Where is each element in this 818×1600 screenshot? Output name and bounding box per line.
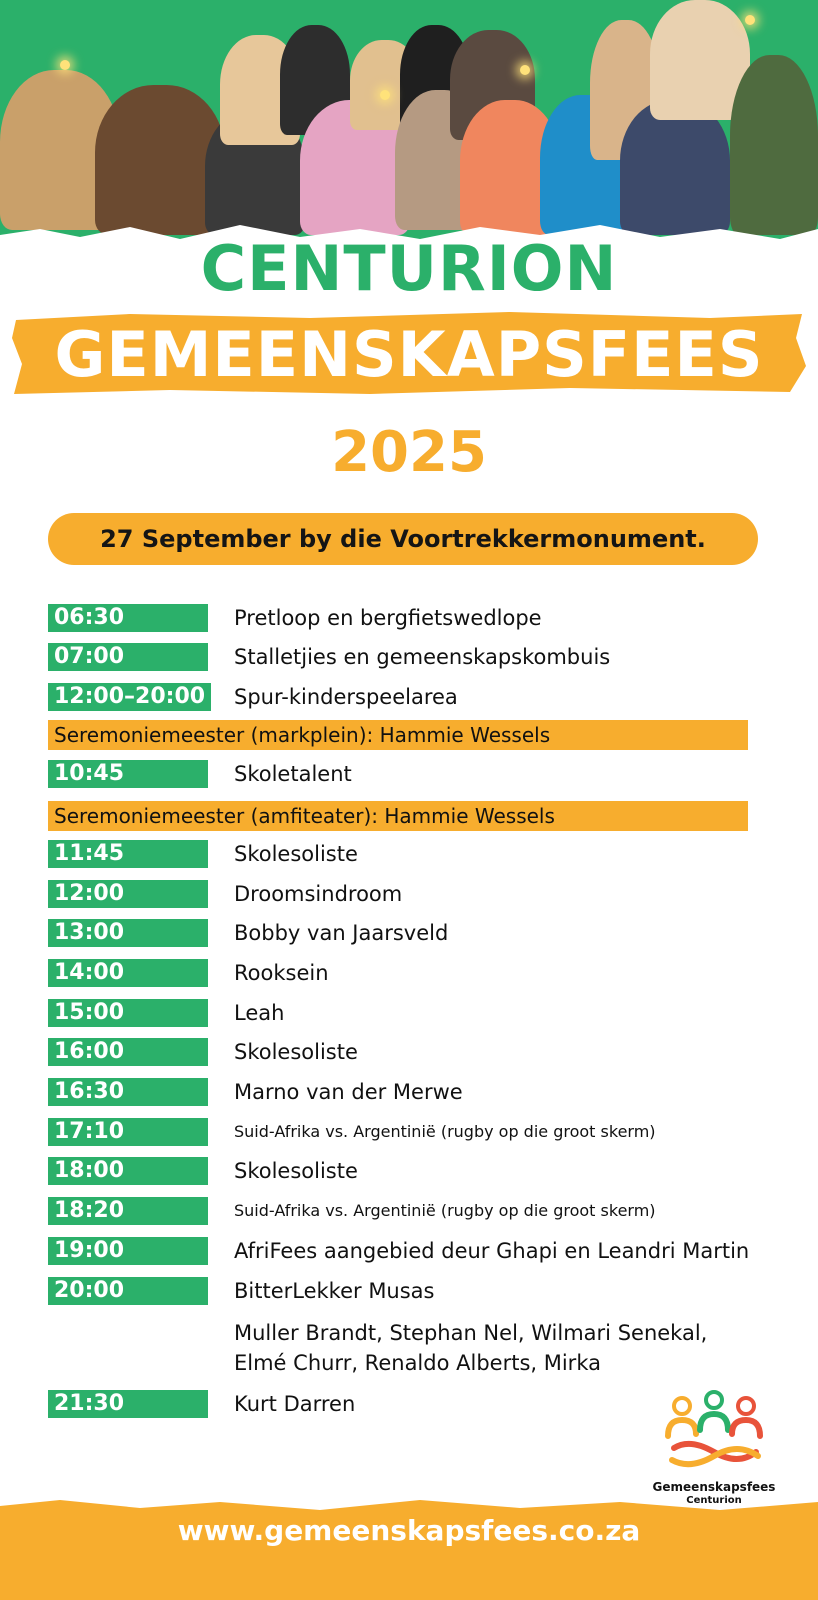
hero-banner (0, 0, 818, 250)
activity-label: Suid-Afrika vs. Argentinië (rugby op die groot skerm) (234, 1122, 656, 1141)
schedule-row (48, 1036, 768, 1066)
activity-label: Kurt Darren (234, 1392, 356, 1416)
activity-label: Bobby van Jaarsveld (234, 921, 449, 945)
time-label: 14:00 (48, 959, 208, 987)
activity-label: AfriFees aangebied deur Ghapi en Leandri Martin (234, 1239, 750, 1263)
time-label: 12:00–20:00 (48, 683, 211, 711)
time-label: 16:00 (48, 1038, 208, 1066)
artist-lineup-line: Muller Brandt, Stephan Nel, Wilmari Senekal, (234, 1321, 708, 1345)
activity-label: Skolesoliste (234, 842, 358, 866)
schedule-row (48, 878, 768, 908)
time-label: 18:00 (48, 1157, 208, 1185)
schedule-row (48, 957, 768, 987)
time-label: 20:00 (48, 1277, 208, 1305)
time-label: 13:00 (48, 919, 208, 947)
activity-label: Marno van der Merwe (234, 1080, 463, 1104)
time-label: 16:30 (48, 1078, 208, 1106)
schedule-row (48, 1195, 768, 1225)
schedule-row (48, 1275, 768, 1305)
time-label: 21:30 (48, 1390, 208, 1418)
time-label: 17:10 (48, 1118, 208, 1146)
sparkle-icon (60, 60, 70, 70)
activity-label: Droomsindroom (234, 882, 403, 906)
schedule-row (48, 641, 768, 671)
time-label: 12:00 (48, 880, 208, 908)
activity-label: Spur-kinderspeelarea (234, 685, 458, 709)
schedule-row (48, 1235, 768, 1265)
activity-label: Suid-Afrika vs. Argentinië (rugby op die groot skerm) (234, 1201, 656, 1220)
artist-lineup-line: Elmé Churr, Renaldo Alberts, Mirka (234, 1351, 601, 1375)
activity-label: Skolesoliste (234, 1159, 358, 1183)
sparkle-icon (745, 15, 755, 25)
schedule-row (48, 1155, 768, 1185)
activity-label: Stalletjies en gemeenskapskombuis (234, 645, 611, 669)
time-label: 19:00 (48, 1237, 208, 1265)
activity-label: Rooksein (234, 961, 329, 985)
time-label: 18:20 (48, 1197, 208, 1225)
schedule-row (48, 758, 768, 788)
website-link[interactable]: www.gemeenskapsfees.co.za (177, 1514, 641, 1547)
time-label: 11:45 (48, 840, 208, 868)
date-venue-banner: 27 September by die Voortrekkermonument. (48, 513, 758, 565)
schedule-row (48, 1076, 768, 1106)
title-year: 2025 (331, 420, 487, 485)
title-centurion: CENTURION (200, 232, 618, 305)
sparkle-icon (380, 90, 390, 100)
schedule-row (48, 838, 768, 868)
time-label: 15:00 (48, 999, 208, 1027)
activity-label: Pretloop en bergfietswedlope (234, 606, 542, 630)
schedule-row (48, 1116, 768, 1146)
logo-name: Gemeenskapsfees (652, 1480, 776, 1494)
activity-label: Skoletalent (234, 762, 352, 786)
mc-banner-amfiteater: Seremoniemeester (amfiteater): Hammie Wessels (48, 801, 748, 831)
time-label: 10:45 (48, 760, 208, 788)
artist-lineup (234, 1318, 707, 1378)
time-label: 06:30 (48, 604, 208, 632)
activity-label: BitterLekker Musas (234, 1279, 435, 1303)
schedule-row (48, 997, 768, 1027)
logo-subtitle: Centurion (686, 1495, 742, 1506)
sparkle-icon (520, 65, 530, 75)
schedule-row (48, 917, 768, 947)
time-label: 07:00 (48, 643, 208, 671)
artist-photo (730, 55, 818, 235)
activity-label: Skolesoliste (234, 1040, 358, 1064)
activity-label: Leah (234, 1001, 285, 1025)
mc-banner-markplein: Seremoniemeester (markplein): Hammie Wessels (48, 720, 748, 750)
schedule-row (48, 602, 768, 632)
title-gemeenskapsfees: GEMEENSKAPSFEES (54, 318, 764, 391)
schedule-row (48, 681, 768, 711)
